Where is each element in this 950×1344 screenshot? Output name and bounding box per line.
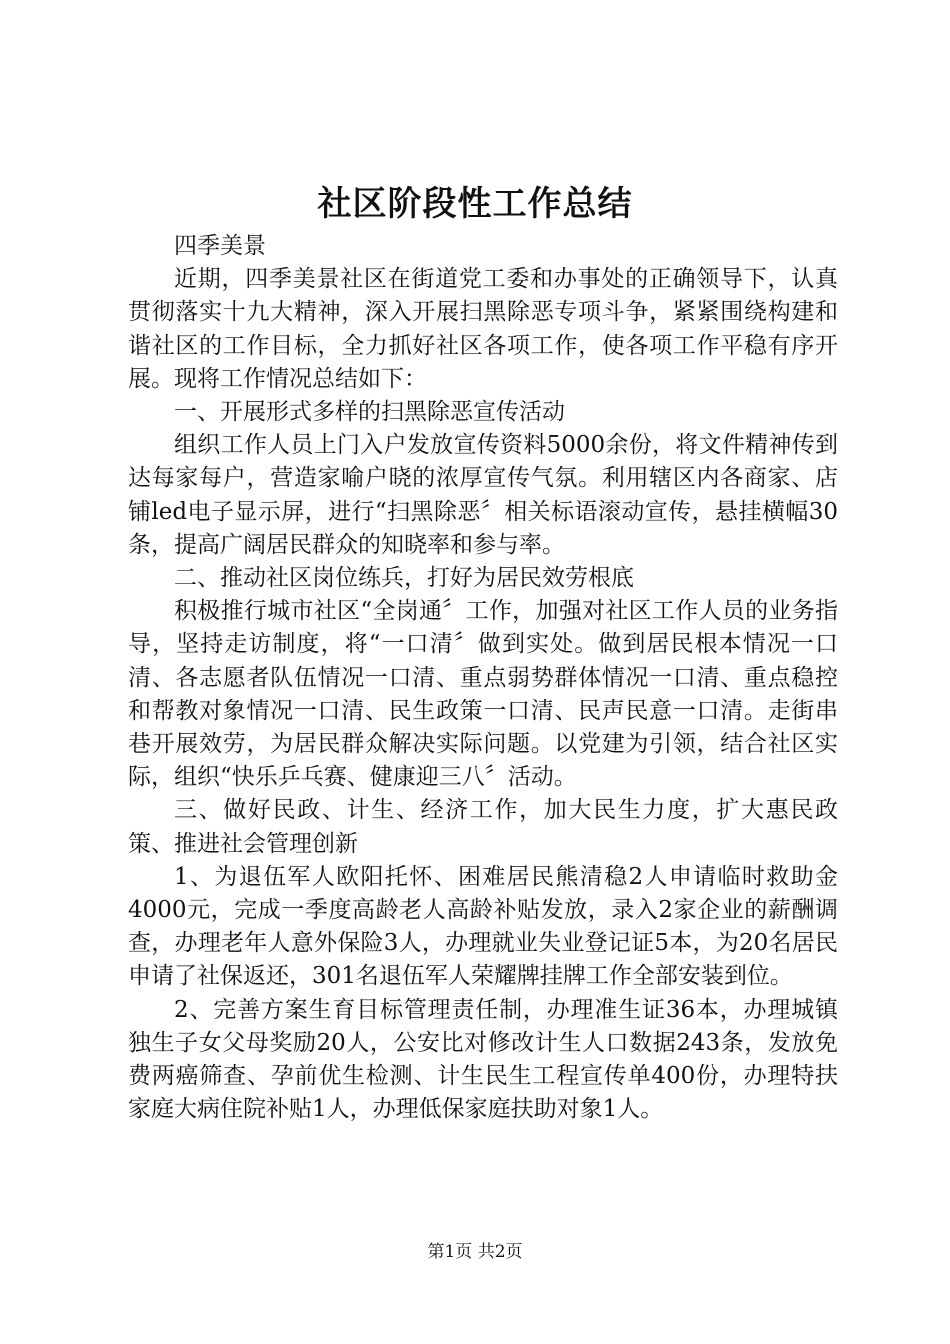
section-1-paragraph: 组织工作人员上门入户发放宣传资料5000余份，将文件精神传到达每家每户，营造家喻户晓的浓厚宣传气氛。利用辖区内各商家、店铺led电子显示屏，进行“扫黑除恶〞相关标语滚动宣传，悬挂横幅30条，提高广阔居民群众的知晓率和参与率。 [128,432,838,558]
document-title: 社区阶段性工作总结 [317,184,633,224]
community-name: 四季美景 [174,233,266,259]
section-heading-2: 二、推动社区岗位练兵，打好为居民效劳根底 [174,565,634,592]
section-3-item-1: 1、为退伍军人欧阳托怀、困难居民熊清稳2人申请临时救助金4000元，完成一季度高龄老人高龄补贴发放，录入2家企业的薪酬调查，办理老年人意外保险3人，办理就业失业登记证5本，为20名居民申请了社保返还，301名退伍军人荣耀牌挂牌工作全部安装到位。 [128,863,838,990]
section-heading-1: 一、开展形式多样的扫黑除恶宣传活动 [174,399,565,426]
intro-paragraph: 近期，四季美景社区在街道党工委和办事处的正确领导下，认真贯彻落实十九大精神，深入开展扫黑除恶专项斗争，紧紧围绕构建和谐社区的工作目标，全力抓好社区各项工作，使各项工作平稳有序开展。现将工作情况总结如下： [128,266,838,392]
section-3-item-2: 2、完善方案生育目标管理责任制，办理准生证36本，办理城镇独生子女父母奖励20人，公安比对修改计生人口数据243条，发放免费两癌筛查、孕前优生检测、计生民生工程宣传单400份，办理特扶家庭大病住院补贴1人，办理低保家庭扶助对象1人。 [128,996,838,1123]
section-2-paragraph: 积极推行城市社区“全岗通〞工作，加强对社区工作人员的业务指导，坚持走访制度，将“一口清〞做到实处。做到居民根本情况一口清、各志愿者队伍情况一口清、重点弱势群体情况一口清、重点稳控和帮教对象情况一口清、民生政策一口清、民声民意一口清。走街串巷开展效劳，为居民群众解决实际问题。以党建为引领，结合社区实际，组织“快乐乒乓赛、健康迎三八〞活动。 [128,598,838,791]
document-body [128,230,838,1126]
page-number: 第1页 共2页 [427,1242,523,1262]
section-heading-3: 三、做好民政、计生、经济工作，加大民生力度，扩大惠民政策、推进社会管理创新 [128,797,838,857]
